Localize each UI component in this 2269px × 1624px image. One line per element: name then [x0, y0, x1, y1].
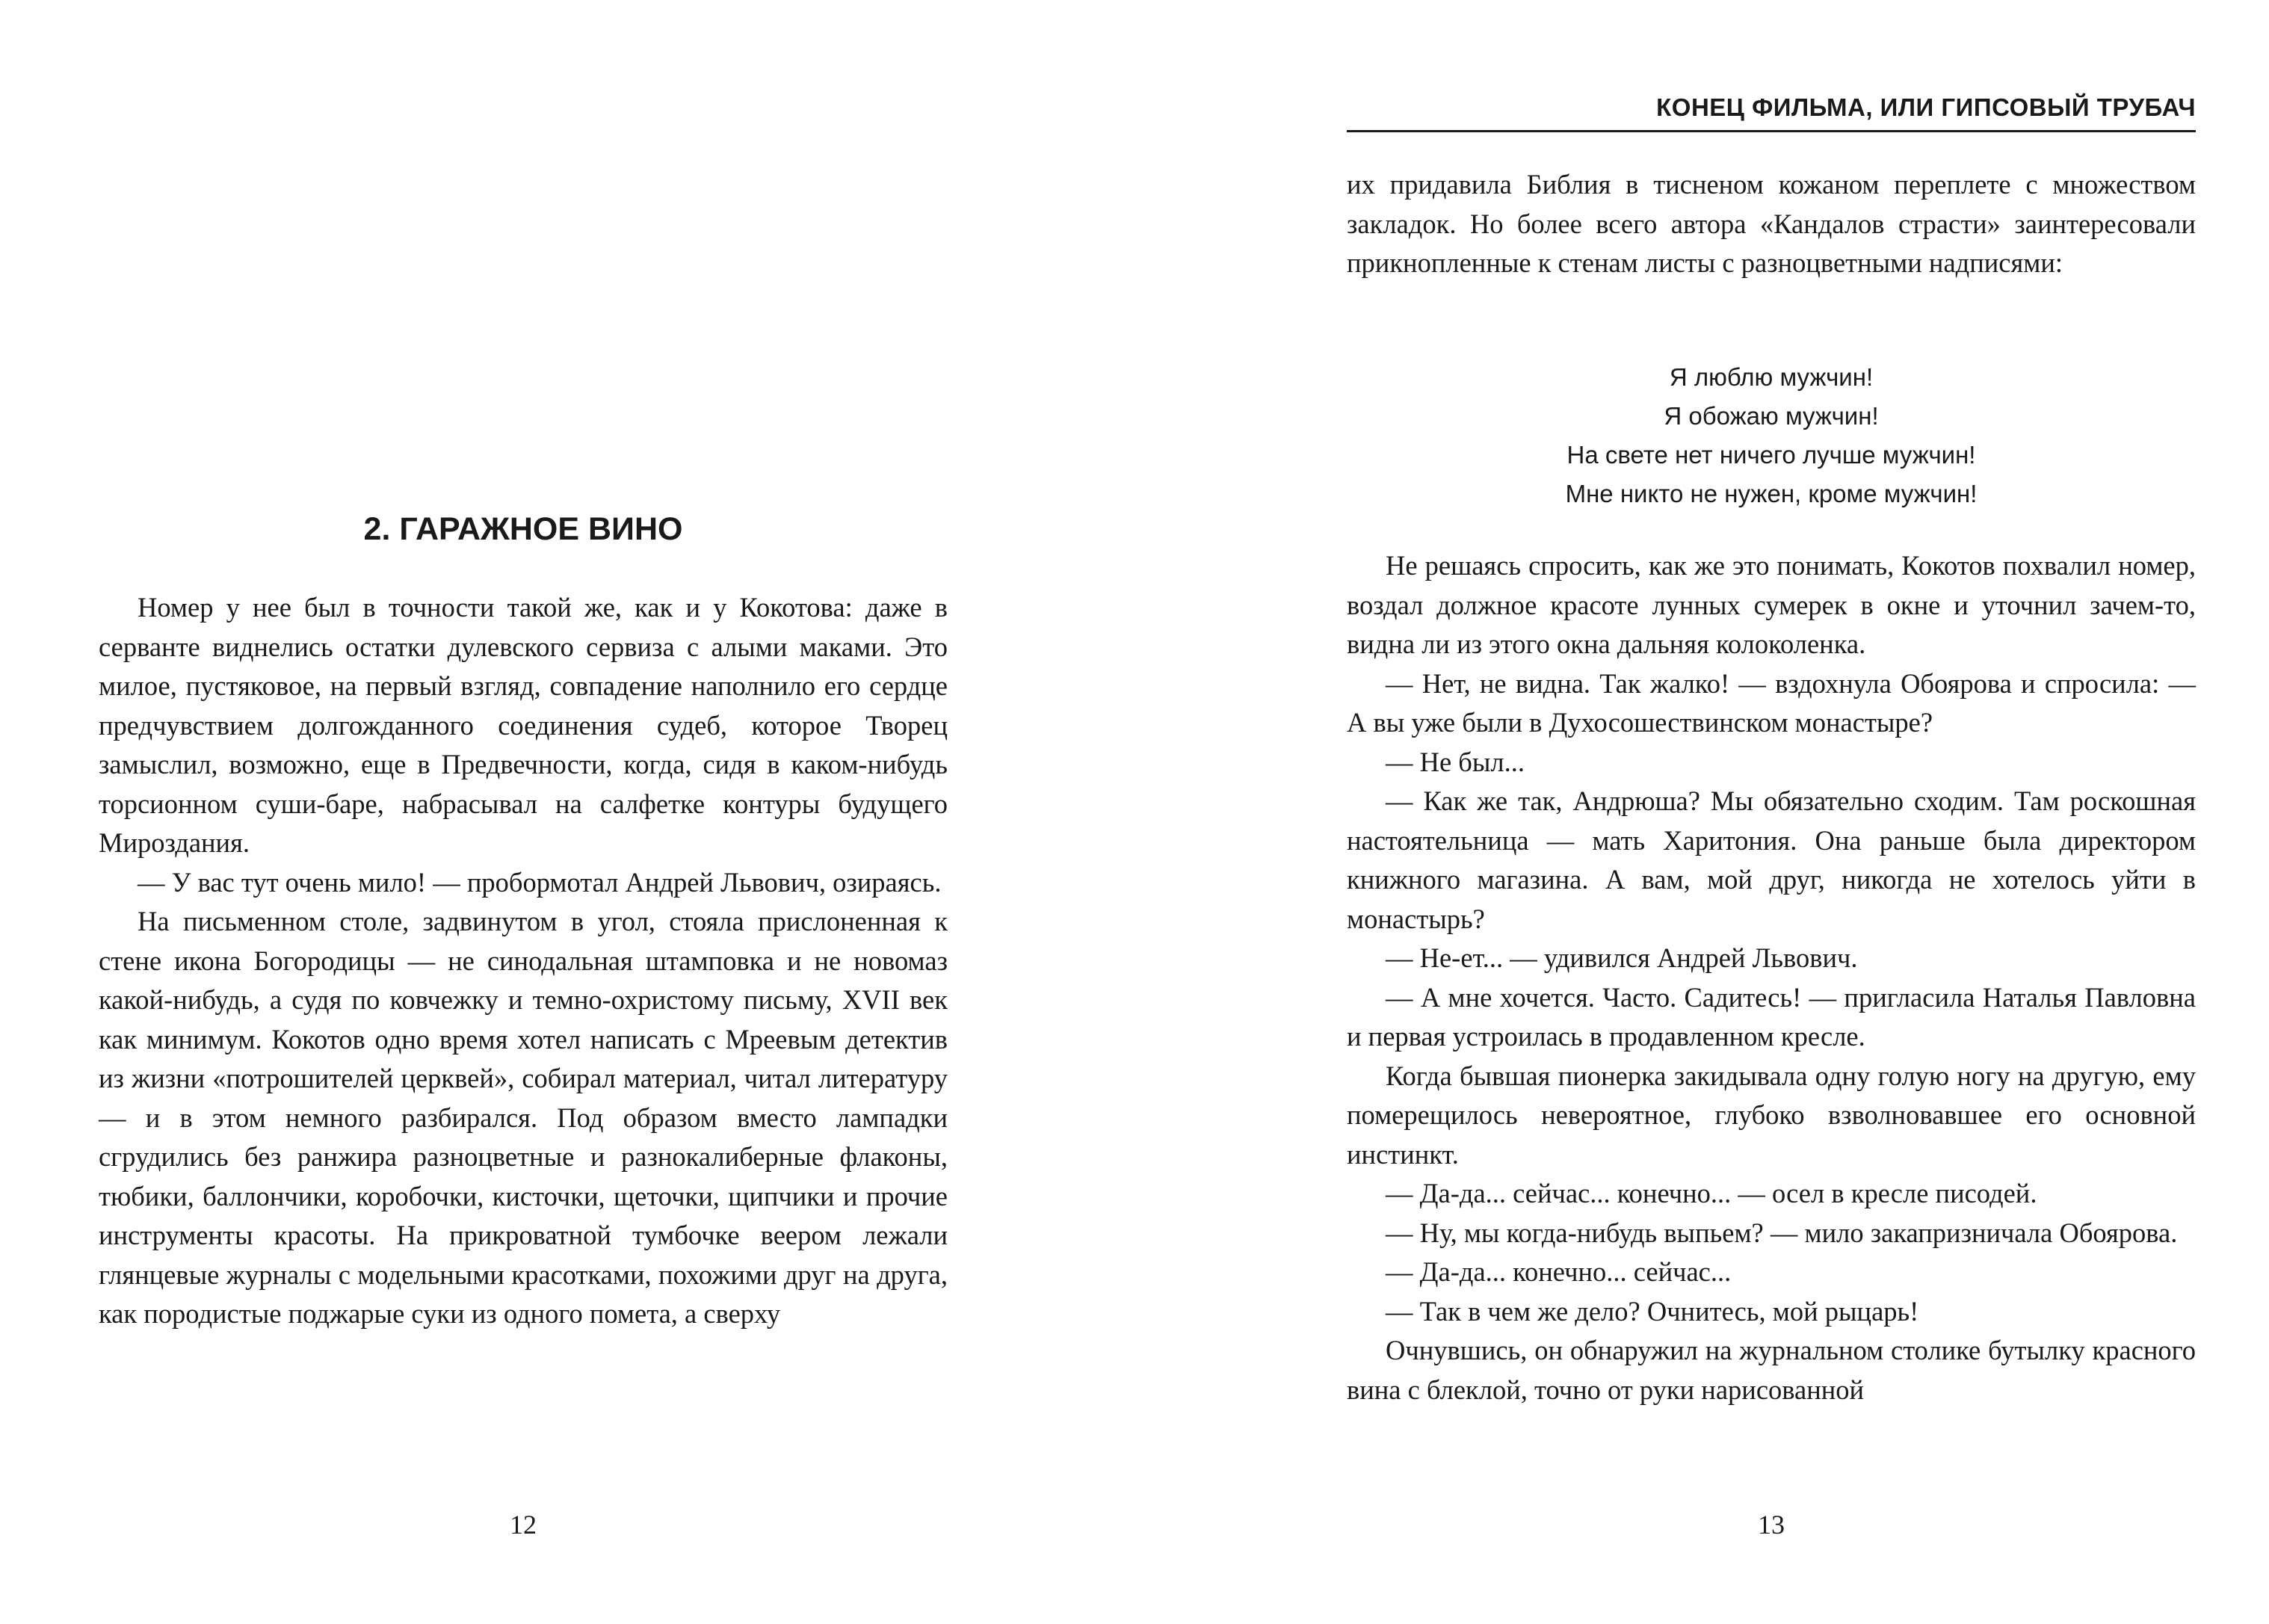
poem-line: Мне никто не нужен, кроме мужчин!	[1565, 480, 1978, 507]
running-head: КОНЕЦ ФИЛЬМА, ИЛИ ГИПСОВЫЙ ТРУБАЧ	[1347, 91, 2196, 132]
right-page-body	[1347, 546, 2196, 1410]
body-paragraph: — А мне хочется. Часто. Садитесь! — пригласила Наталья Павловна и первая устроилась в продавленном кресле.	[1347, 981, 2196, 1052]
right-page-intro	[1347, 165, 2196, 283]
body-paragraph: Не решаясь спросить, как же это понимать, Кокотов похвалил номер, воздал должное красоте лунных сумерек в окне и уточнил зачем-то, видна ли из этого окна дальняя колоколенка.	[1347, 550, 2196, 659]
body-paragraph: На письменном столе, задвинутом в угол, стояла прислоненная к стене икона Богородицы — не синодальная штамповка и не новомаз какой-нибудь, а судя по ковчежку и темно-охристому письму, XVII век как минимум. Кокотов одно время хотел написать с Мреевым детектив из жизни «потрошителей церквей», собирал материал, читал литературу — и в этом немного разбирался. Под образом вместо лампадки сгрудились без ранжира разноцветные и разнокалиберные флаконы, тюбики, баллончики, коробочки, кисточки, щеточки, щипчики и прочие инструменты красоты. На прикроватной тумбочке веером лежали глянцевые журналы с модельными красотками, похожими друг на друга, как породистые поджарые суки из одного помета, а сверху	[99, 906, 948, 1329]
poem-line: Я люблю мужчин!	[1669, 363, 1874, 391]
body-paragraph: — Как же так, Андрюша? Мы обязательно сходим. Там роскошная настоятельница — мать Харитония. Она раньше была директором книжного магазина. А вам, мой друг, никогда не хотелось уйти в монастырь?	[1347, 785, 2196, 934]
body-paragraph: Очнувшись, он обнаружил на журнальном столике бутылку красного вина с блеклой, точно от руки нарисованной	[1347, 1335, 2196, 1405]
body-paragraph: — Не-ет... — удивился Андрей Львович.	[1386, 942, 1858, 973]
body-paragraph: Когда бывшая пионерка закидывала одну голую ногу на другую, ему померещилось невероятное, глубоко взволновавшее его основной инстинкт.	[1347, 1060, 2196, 1170]
left-page-body	[99, 588, 948, 1334]
body-paragraph: — Нет, не видна. Так жалко! — вздохнула Обоярова и спросила: — А вы уже были в Духосошествинском монастыре?	[1347, 667, 2196, 738]
poem-line: На свете нет ничего лучше мужчин!	[1566, 441, 1976, 469]
body-paragraph: — У вас тут очень мило! — пробормотал Андрей Львович, озираясь.	[138, 866, 942, 898]
page-number-left: 12	[510, 1510, 537, 1540]
body-paragraph: их придавила Библия в тисненом кожаном переплете с множеством закладок. Но более всего автора «Кандалов страсти» заинтересовали прикнопленные к стенам листы с разноцветными надписями:	[1347, 169, 2196, 278]
body-paragraph: — Не был...	[1386, 746, 1525, 777]
body-paragraph: — Да-да... сейчас... конечно... — осел в кресле писодей.	[1386, 1178, 2037, 1208]
body-paragraph: Номер у нее был в точности такой же, как и у Кокотова: даже в серванте виднелись остатки дулевского сервиза с алыми маками. Это милое, пустяковое, на первый взгляд, совпадение наполнило его сердце предчувствием долгожданного соединения судеб, которое Творец замыслил, возможно, еще в Предвечности, когда, сидя в каком-нибудь торсионном суши-баре, набрасывал на салфетке контуры будущего Мироздания.	[99, 592, 948, 858]
wall-inscriptions	[1347, 358, 2196, 513]
body-paragraph: — Так в чем же дело? Очнитесь, мой рыцарь!	[1386, 1295, 1919, 1327]
body-paragraph: — Да-да... конечно... сейчас...	[1386, 1256, 1732, 1287]
poem-line: Я обожаю мужчин!	[1664, 402, 1879, 430]
page-number-right: 13	[1758, 1510, 1785, 1540]
chapter-title: 2. ГАРАЖНОЕ ВИНО	[363, 511, 683, 547]
left-page	[0, 0, 1134, 1624]
right-page	[1134, 0, 2269, 1624]
body-paragraph: — Ну, мы когда-нибудь выпьем? — мило закапризничала Обоярова.	[1386, 1217, 2178, 1248]
